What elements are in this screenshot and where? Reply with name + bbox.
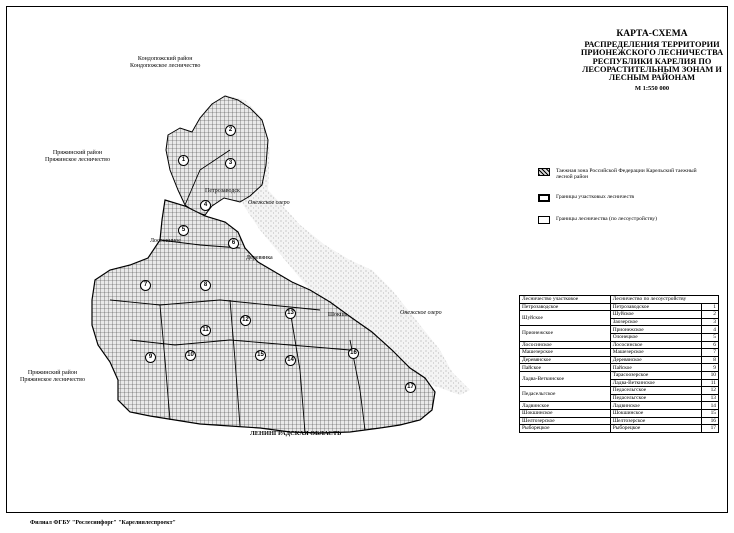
district-marker: 2 <box>225 125 236 136</box>
map-label-pryazha-south: Пряжинский район Пряжинское лесничество <box>20 370 85 383</box>
table-cell: Рыборецкое <box>520 425 611 433</box>
table-row <box>520 311 719 319</box>
table-cell: 8 <box>702 356 719 364</box>
table-cell: Петрозаводское <box>520 303 611 311</box>
table-cell: Педасельгское <box>610 387 701 395</box>
table-cell: Пайское <box>520 364 611 372</box>
district-marker: 12 <box>240 315 251 326</box>
table-row <box>520 425 719 433</box>
district-marker: 1 <box>178 155 189 166</box>
map-label-derevyanka: Деревянка <box>246 255 273 261</box>
legend-text: Границы участковых лесничеств <box>556 194 635 200</box>
table-cell: 17 <box>702 425 719 433</box>
table-header-row <box>520 296 719 304</box>
table-cell: Педасельгское <box>610 394 701 402</box>
table-cell: Деревянское <box>610 356 701 364</box>
table-row <box>520 349 719 357</box>
district-marker: 14 <box>285 355 296 366</box>
table-row <box>520 341 719 349</box>
map-label-shoksha: Шокша <box>328 312 348 318</box>
map-label-lososinoe: Лососинное <box>150 238 181 244</box>
table-cell: Прионежское <box>610 326 701 334</box>
district-marker: 16 <box>348 348 359 359</box>
table-cell: Ладва-Веткинское <box>520 371 611 386</box>
map-label-onego-lake: Онежское озеро <box>400 310 442 316</box>
table-row <box>520 371 719 379</box>
table-cell: 14 <box>702 402 719 410</box>
table-row <box>520 356 719 364</box>
district-marker: 6 <box>228 238 239 249</box>
table-cell: Машезерское <box>520 349 611 357</box>
legend <box>538 168 713 238</box>
title-line1: КАРТА-СХЕМА <box>616 29 688 39</box>
table-cell: Рыборецкое <box>610 425 701 433</box>
table-cell: Шелтозерское <box>610 417 701 425</box>
table-cell: 3 <box>702 318 719 326</box>
district-marker: 4 <box>200 200 211 211</box>
table-cell: Пайское <box>610 364 701 372</box>
district-marker: 15 <box>255 350 266 361</box>
table-cell: Олонецкое <box>610 333 701 341</box>
district-marker: 17 <box>405 382 416 393</box>
table-cell: Ладвинское <box>610 402 701 410</box>
district-marker: 10 <box>185 350 196 361</box>
legend-text: Границы лесничества (по лесоустройству) <box>556 216 657 222</box>
legend-swatch-hatch <box>538 168 550 176</box>
table-cell: Деревянское <box>520 356 611 364</box>
district-marker: 9 <box>145 352 156 363</box>
table-cell: Шокшинское <box>610 409 701 417</box>
legend-item-district-bounds <box>538 194 713 202</box>
table-cell: 10 <box>702 371 719 379</box>
map-label-onego-bay: Онежское озеро <box>248 200 290 206</box>
title-line2: РАСПРЕДЕЛЕНИЯ ТЕРРИТОРИИ ПРИОНЕЖСКОГО ЛЕСНИЧЕСТВА РЕСПУБЛИКИ КАРЕЛИЯ ПО ЛЕСОРАСТИТЕЛЬНЫМ ЗОНАМ И ЛЕСНЫМ РАЙОНАМ <box>580 40 724 83</box>
legend-text: Таежная зона Российской Федерации Карельский таежный лесной район <box>556 168 697 180</box>
table-cell: Педасельгское <box>520 387 611 402</box>
title-scale: М 1:550 000 <box>634 85 670 93</box>
table-cell: Шокшинское <box>520 409 611 417</box>
district-marker: 5 <box>178 225 189 236</box>
legend-swatch-thin <box>538 216 550 224</box>
table-row <box>520 387 719 395</box>
table-cell: Петрозаводское <box>610 303 701 311</box>
forestry-table <box>519 295 719 433</box>
table-cell: Шелтозерское <box>520 417 611 425</box>
district-marker: 11 <box>200 325 211 336</box>
table-header: Лесничество участковое <box>520 296 611 304</box>
table-row <box>520 326 719 334</box>
table-cell: 6 <box>702 341 719 349</box>
table-cell: Лососинское <box>520 341 611 349</box>
table-cell: 4 <box>702 326 719 334</box>
table-cell: Машезерское <box>610 349 701 357</box>
table-cell: 13 <box>702 394 719 402</box>
table-cell: 7 <box>702 349 719 357</box>
legend-item-taiga <box>538 168 713 180</box>
district-marker: 3 <box>225 158 236 169</box>
table-row <box>520 402 719 410</box>
table-cell: Прионежское <box>520 326 611 341</box>
table-cell: Лососинское <box>610 341 701 349</box>
table-cell: 12 <box>702 387 719 395</box>
table-cell: 16 <box>702 417 719 425</box>
legend-swatch-thick <box>538 194 550 202</box>
table-cell: Тарасоозерское <box>610 371 701 379</box>
map-label-kondopoga: Кондопожский район Кондопожское лесничество <box>130 56 201 69</box>
table-cell: 1 <box>702 303 719 311</box>
footer-credit: Филиал ФГБУ "Рослесинфорг" "Карелиялеспроект" <box>30 520 176 526</box>
table-cell: Ладвинское <box>520 402 611 410</box>
district-marker: 8 <box>200 280 211 291</box>
table-cell: Ладва-Веткинское <box>610 379 701 387</box>
table-cell: 11 <box>702 379 719 387</box>
table-row <box>520 364 719 372</box>
map-label-petrozavodsk: Петрозаводск <box>205 188 240 194</box>
legend-item-forestry-bounds <box>538 216 713 224</box>
table-row <box>520 417 719 425</box>
map-label-pryazha: Пряжинский район Пряжинское лесничество <box>45 150 110 163</box>
table-header: Лесничество по лесоустройству <box>610 296 718 304</box>
table-row <box>520 303 719 311</box>
table-row <box>520 409 719 417</box>
table-cell: Шуйское <box>610 311 701 319</box>
table-cell: 9 <box>702 364 719 372</box>
map-label-leningrad: ЛЕНИНГРАДСКАЯ ОБЛАСТЬ <box>250 430 342 437</box>
district-marker: 7 <box>140 280 151 291</box>
district-marker: 13 <box>285 308 296 319</box>
table-cell: 2 <box>702 311 719 319</box>
table-cell: Заозерское <box>610 318 701 326</box>
table-cell: 15 <box>702 409 719 417</box>
map-title <box>572 30 732 93</box>
table-cell: 5 <box>702 333 719 341</box>
table-cell: Шуйское <box>520 311 611 326</box>
